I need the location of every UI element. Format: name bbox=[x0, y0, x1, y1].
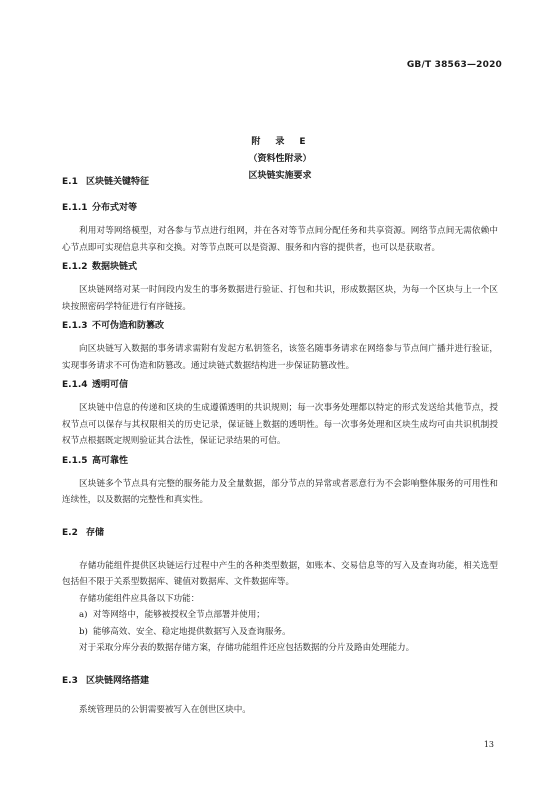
section-title: 区块链关键特征 bbox=[86, 177, 150, 187]
section-e13-heading bbox=[62, 320, 498, 333]
list-text: 能够高效、安全、稳定地提供数据写入及查询服务。 bbox=[93, 626, 291, 637]
section-e15-heading bbox=[62, 455, 498, 468]
section-e14-heading bbox=[62, 379, 498, 392]
appendix-title: 附 录 E bbox=[251, 137, 309, 147]
section-e11-heading bbox=[62, 202, 498, 215]
list-marker: a) bbox=[79, 610, 88, 620]
section-e1-heading bbox=[62, 176, 498, 202]
paragraph: 系统管理员的公钥需要被写入在创世区块中。 bbox=[79, 704, 251, 715]
appendix-name: 区块链实施要求 bbox=[248, 171, 312, 181]
section-title: 不可伪造和防篡改 bbox=[92, 321, 165, 331]
paragraph: 区块链网络对某一时间段内发生的事务数据进行验证、打包和共识，形成数据区块，为每一个区块与上一个区块按照密码学特征进行有序链接。 bbox=[62, 285, 498, 312]
section-number: E.2 bbox=[62, 527, 78, 538]
section-e2-heading bbox=[62, 527, 498, 540]
paragraph: 存储功能组件提供区块链运行过程中产生的各种类型数据，如账本、交易信息等的写入及查询功能，相关选型包括但不限于关系型数据库、键值对数据库、文件数据库等。 bbox=[62, 560, 498, 587]
standard-code: GB/T 38563—2020 bbox=[406, 60, 502, 70]
list-marker: b) bbox=[79, 626, 88, 637]
section-title: 数据块链式 bbox=[92, 262, 138, 272]
paragraph: 利用对等网络模型，对各参与节点进行组网，并在各对等节点间分配任务和共享资源。网络节点间无需依赖中心节点即可实现信息共享和交换。对等节点既可以是资源、服务和内容的提供者，也可以是获取者。 bbox=[62, 226, 498, 253]
section-e12-heading bbox=[62, 261, 498, 274]
section-title: 区块链网络搭建 bbox=[86, 675, 150, 686]
section-number: E.1.3 bbox=[62, 321, 88, 331]
paragraph: 存储功能组件应具备以下功能： bbox=[79, 593, 200, 604]
paragraph: 区块链多个节点具有完整的服务能力及全量数据，部分节点的异常或者恶意行为不会影响整体服务的可用性和连续性，以及数据的完整性和真实性。 bbox=[62, 478, 498, 505]
section-title: 分布式对等 bbox=[92, 203, 138, 213]
section-number: E.1 bbox=[62, 177, 78, 187]
section-title: 透明可信 bbox=[92, 380, 129, 390]
section-title: 存储 bbox=[86, 527, 105, 538]
list-item bbox=[62, 624, 498, 641]
paragraph: 向区块链写入数据的事务请求需附有发起方私钥签名，该签名随事务请求在网络参与节点间广播并进行验证，实现事务请求不可伪造和防篡改。通过块链式数据结构进一步保证防篡改性。 bbox=[62, 344, 498, 371]
section-number: E.1.1 bbox=[62, 203, 88, 213]
paragraph: 对于采取分库分表的数据存储方案，存储功能组件还应包括数据的分片及路由处理能力。 bbox=[79, 643, 415, 653]
section-number: E.3 bbox=[62, 675, 78, 686]
section-title: 高可靠性 bbox=[92, 455, 129, 466]
section-number: E.1.5 bbox=[62, 455, 88, 466]
section-number: E.1.4 bbox=[62, 380, 88, 390]
list-item bbox=[62, 607, 498, 624]
appendix-nature: （资料性附录） bbox=[248, 154, 312, 164]
paragraph: 区块链中信息的传递和区块的生成遵循透明的共识规则；每一次事务处理都以特定的形式发送给其他节点，授权节点可以保存与其权限相关的历史记录，保证链上数据的透明性。每一次事务处理和区块生成均可由共识机制授权节点根据既定规则验证其合法性，保证记录结果的可信。 bbox=[62, 403, 498, 446]
body-content bbox=[62, 176, 498, 718]
section-number: E.1.2 bbox=[62, 262, 88, 272]
section-e3-heading bbox=[62, 675, 498, 688]
list-text: 对等网络中，能够被授权全节点部署并使用； bbox=[93, 610, 265, 620]
page-number: 13 bbox=[483, 740, 494, 749]
